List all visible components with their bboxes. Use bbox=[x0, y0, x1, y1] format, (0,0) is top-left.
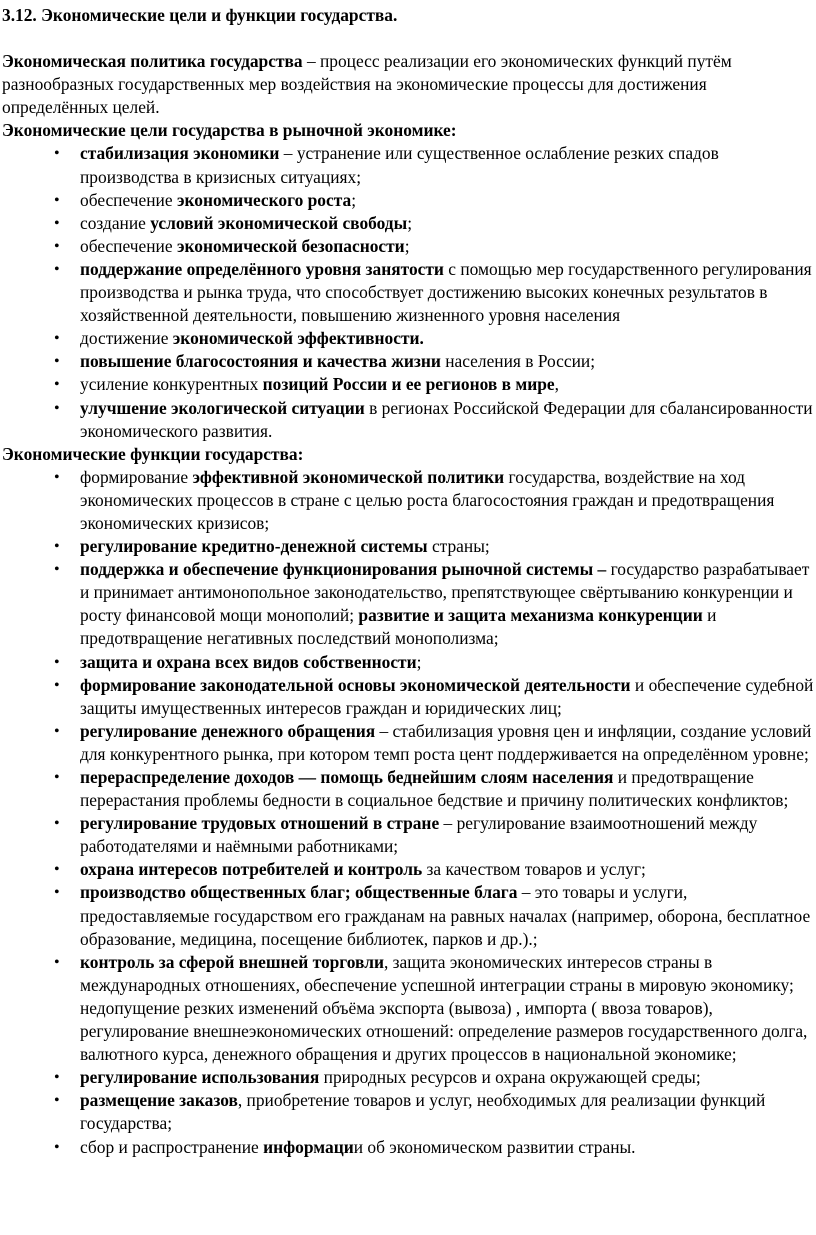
item-text: в регионах Российской Федерации для сбалансированности экономического развития. bbox=[80, 397, 813, 441]
item-text: создание bbox=[80, 212, 151, 233]
item-text: и обеспечение судебной защиты имущественных интересов граждан и юридических лиц; bbox=[80, 674, 814, 718]
list-item bbox=[54, 1136, 816, 1159]
list-item bbox=[54, 327, 816, 350]
item-text: формирование bbox=[80, 466, 193, 487]
bullet-icon: • bbox=[54, 330, 60, 348]
item-text: ; bbox=[351, 189, 357, 210]
definition-paragraph bbox=[2, 50, 816, 119]
list-item bbox=[54, 1066, 816, 1089]
bold-text: регулирование кредитно-денежной системы bbox=[80, 536, 428, 557]
bold-text: охрана интересов потребителей и контроль bbox=[80, 859, 423, 880]
item-text: достижение bbox=[80, 328, 173, 349]
bold-text: защита и охрана всех видов собственности bbox=[80, 651, 417, 672]
list-item bbox=[54, 720, 816, 766]
list-item bbox=[54, 881, 816, 950]
bold-text: контроль за сферой внешней торговли bbox=[80, 951, 384, 972]
item-text: усиление конкурентных bbox=[80, 374, 263, 395]
functions-list bbox=[2, 466, 816, 1159]
bullet-icon: • bbox=[54, 376, 60, 394]
item-text: с помощью мер государственного регулирования производства и рынка труда, что способствует достижению высоких конечных результатов в хозяйственной деятельности, повышению жизненного уровня населения bbox=[80, 258, 812, 326]
item-text: страны; bbox=[427, 536, 490, 557]
list-item bbox=[54, 235, 816, 258]
bold-text: поддержание определённого уровня занятости bbox=[80, 258, 444, 279]
bullet-icon: • bbox=[54, 676, 60, 694]
list-item bbox=[54, 466, 816, 535]
bold-text: позиций России и ее регионов в мире bbox=[262, 374, 555, 395]
list-item bbox=[54, 651, 816, 674]
list-item bbox=[54, 258, 816, 327]
item-text: и об экономическом развитии страны. bbox=[353, 1136, 636, 1157]
item-text: обеспечение bbox=[80, 189, 177, 210]
bullet-icon: • bbox=[54, 884, 60, 902]
bold-text: информаци bbox=[263, 1136, 354, 1157]
item-text: и предотвращение перерастания проблемы бедности в социальное бедствие и причину политических конфликтов; bbox=[80, 767, 789, 811]
item-text: государство разрабатывает и принимает антимонопольное законодательство, препятствующее свёртыванию конкуренции и росту финансовой мощи монополий; bbox=[80, 559, 810, 626]
bullet-icon: • bbox=[54, 1138, 60, 1156]
bullet-icon: • bbox=[54, 214, 60, 232]
list-item bbox=[54, 373, 816, 396]
bold-text: эффективной экономической политики bbox=[192, 466, 505, 487]
list-item bbox=[54, 397, 816, 443]
item-text: ; bbox=[404, 235, 410, 256]
item-text: сбор и распространение bbox=[80, 1136, 264, 1157]
bullet-icon: • bbox=[54, 191, 60, 209]
bold-text: перераспределение доходов — помощь беднейшим слоям населения bbox=[80, 767, 614, 787]
bullet-icon: • bbox=[54, 861, 60, 879]
definition-term: Экономическая политика государства bbox=[2, 51, 303, 72]
list-item bbox=[54, 674, 816, 720]
bullet-icon: • bbox=[54, 237, 60, 255]
list-item bbox=[54, 951, 816, 1066]
item-text: – устранение или существенное ослабление резких спадов производства в кризисных ситуациях; bbox=[80, 143, 719, 187]
bold-text: поддержка и обеспечение функционирования рыночной системы – bbox=[80, 559, 607, 580]
goals-heading: Экономические цели государства в рыночной экономике: bbox=[2, 120, 457, 141]
item-text: – это товары и услуги, предоставляемые государством его гражданам на равных началах (например, оборона, бесплатное образование, медицина, посещение библиотек, парков и др.).; bbox=[80, 882, 811, 949]
functions-heading: Экономические функции государства: bbox=[2, 443, 304, 464]
item-text: государства, воздействие на ход экономических процессов в стране с целью роста благосостояния граждан и предотвращения экономических кризисов; bbox=[80, 466, 775, 533]
bold-text: производство общественных благ; общественные блага bbox=[80, 882, 518, 903]
list-item bbox=[54, 858, 816, 881]
item-text: и предотвращение негативных последствий монополизма; bbox=[80, 605, 717, 649]
list-item bbox=[54, 1089, 816, 1135]
document-title: 3.12. Экономические цели и функции государства. bbox=[2, 5, 398, 25]
bullet-icon: • bbox=[54, 653, 60, 671]
spacer bbox=[2, 27, 816, 50]
bullet-icon: • bbox=[54, 815, 60, 833]
bold-text: улучшение экологической ситуации bbox=[80, 397, 365, 418]
bold-text: размещение заказов bbox=[80, 1090, 238, 1111]
list-item bbox=[54, 212, 816, 235]
item-text: – стабилизация уровня цен и инфляции, создание условий для конкурентного рынка, при котором темп роста цент поддерживается на определённом уровне; bbox=[80, 720, 812, 764]
bullet-icon: • bbox=[54, 1069, 60, 1087]
bullet-icon: • bbox=[54, 399, 60, 417]
bold-text: формирование законодательной основы экономической деятельности bbox=[80, 674, 631, 695]
list-item bbox=[54, 350, 816, 373]
list-item bbox=[54, 766, 816, 812]
bullet-icon: • bbox=[54, 260, 60, 278]
bold-text: развитие и защита механизма конкуренции bbox=[358, 605, 703, 626]
bold-text: экономической эффективности. bbox=[172, 328, 424, 349]
bold-text: регулирование использования bbox=[80, 1067, 320, 1088]
list-item bbox=[54, 535, 816, 558]
bullet-icon: • bbox=[54, 468, 60, 486]
item-text: ; bbox=[416, 651, 422, 672]
bold-text: регулирование трудовых отношений в стране bbox=[80, 813, 440, 834]
bullet-icon: • bbox=[54, 561, 60, 579]
item-text: обеспечение bbox=[80, 235, 177, 256]
bold-text: стабилизация экономики bbox=[80, 143, 280, 164]
item-text: – регулирование взаимоотношений между работодателями и наёмными работниками; bbox=[80, 813, 758, 857]
item-text: населения в России; bbox=[440, 351, 596, 372]
bold-text: экономического роста bbox=[176, 189, 352, 210]
bold-text: условий экономической свободы bbox=[150, 212, 408, 233]
bullet-icon: • bbox=[54, 145, 60, 163]
bold-text: повышение благосостояния и качества жизни bbox=[80, 351, 441, 372]
definition-text: – процесс реализации его экономических функций путём разнообразных государственных мер воздействия на экономические процессы для достижения определённых целей. bbox=[2, 51, 732, 118]
bullet-icon: • bbox=[54, 1092, 60, 1110]
bold-text: экономической безопасности bbox=[176, 235, 405, 256]
list-item bbox=[54, 558, 816, 650]
item-text: , защита экономических интересов страны в международных отношениях, обеспечение успешной интеграции страны в мировую экономику; недопущение резких изменений объёма экспорта (вывоза) , импорта ( ввоза товаров), регулирование внешнеэкономических отношений: определение размеров государственного долга, валютного курса, денежного обращения и других процессов в национальной экономике; bbox=[80, 951, 808, 1065]
goals-list bbox=[2, 142, 816, 442]
bullet-icon: • bbox=[54, 353, 60, 371]
bullet-icon: • bbox=[54, 769, 60, 786]
item-text: , bbox=[554, 374, 559, 395]
list-item bbox=[54, 812, 816, 858]
item-text: ; bbox=[407, 212, 413, 233]
bullet-icon: • bbox=[54, 722, 60, 740]
bullet-icon: • bbox=[54, 538, 60, 556]
bold-text: регулирование денежного обращения bbox=[80, 720, 376, 741]
item-text: природных ресурсов и охрана окружающей среды; bbox=[319, 1067, 701, 1088]
bullet-icon: • bbox=[54, 953, 60, 971]
item-text: , приобретение товаров и услуг, необходимых для реализации функций государства; bbox=[80, 1090, 766, 1134]
list-item bbox=[54, 142, 816, 188]
item-text: за качеством товаров и услуг; bbox=[422, 859, 646, 880]
list-item bbox=[54, 189, 816, 212]
